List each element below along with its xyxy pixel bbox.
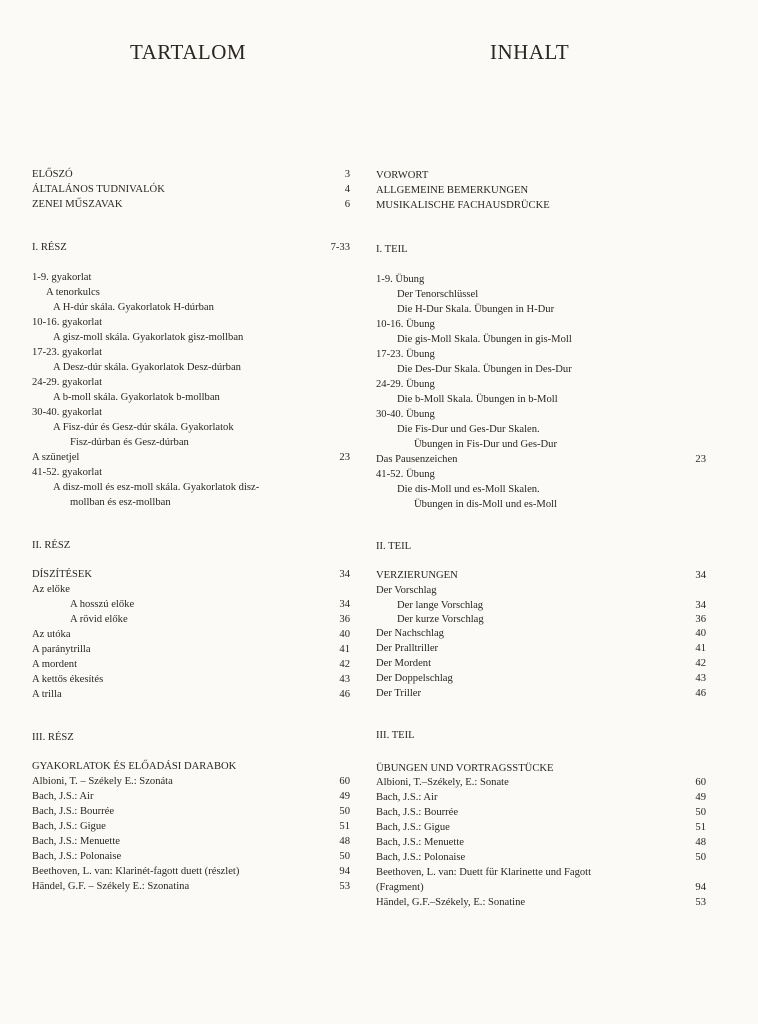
toc-entry	[32, 182, 350, 197]
toc-entry	[32, 375, 350, 390]
toc-entry-title: II. RÉSZ	[32, 540, 71, 551]
toc-entry	[32, 390, 350, 405]
toc-entry-title: 1-9. Übung	[376, 274, 425, 285]
toc-entry-title: 30-40. gyakorlat	[32, 407, 103, 418]
toc-entry	[376, 407, 706, 422]
toc-entry	[32, 345, 350, 360]
toc-entry-title: ÁLTALÁNOS TUDNIVALÓK	[32, 184, 165, 195]
toc-entry-title: A b-moll skála. Gyakorlatok b-mollban	[53, 392, 220, 403]
toc-entry-title: Beethoven, L. van: Duett für Klarinette und Fagott	[376, 867, 592, 878]
toc-entry-page: 53	[339, 881, 350, 892]
toc-entry-title: 24-29. gyakorlat	[32, 377, 103, 388]
toc-entry	[376, 895, 706, 910]
toc-entry	[32, 657, 350, 672]
toc-entry-title: A Fisz-dúr és Gesz-dúr skála. Gyakorlatok	[53, 422, 234, 433]
toc-entry	[376, 880, 706, 895]
toc-entry-title: II. TEIL	[376, 541, 412, 552]
toc-entry-title: VORWORT	[376, 170, 429, 181]
toc-entry	[376, 497, 706, 512]
toc-entry-page: 40	[339, 629, 350, 640]
toc-entry	[376, 865, 706, 880]
toc-entry	[32, 240, 350, 255]
toc-entry	[32, 285, 350, 300]
toc-entry	[376, 362, 706, 377]
toc-entry-title: 17-23. gyakorlat	[32, 347, 103, 358]
toc-entry-title: Händel, G.F. – Székely E.: Szonatina	[32, 881, 190, 892]
toc-entry-page: 48	[695, 837, 706, 848]
toc-entry-page: 46	[695, 688, 706, 699]
toc-entry-title: Bach, J.S.: Polonaise	[32, 851, 122, 862]
toc-entry-page: 51	[339, 821, 350, 832]
toc-entry-title: (Fragment)	[376, 882, 424, 893]
toc-entry	[32, 582, 350, 597]
toc-entry-title: Übungen in dis-Moll und es-Moll	[414, 499, 558, 510]
toc-entry	[32, 849, 350, 864]
toc-entry	[376, 539, 706, 554]
toc-entry	[376, 641, 706, 656]
toc-entry-title: Der lange Vorschlag	[397, 600, 484, 611]
toc-entry	[376, 612, 706, 627]
toc-entry	[32, 480, 350, 495]
toc-entry-page: 94	[695, 882, 706, 893]
toc-entry-page: 43	[339, 674, 350, 685]
toc-entry	[32, 538, 350, 553]
toc-entry-title: Händel, G.F.–Székely, E.: Sonatine	[376, 897, 526, 908]
toc-entry-title: Bach, J.S.: Air	[376, 792, 438, 803]
toc-entry-title: Der Vorschlag	[376, 585, 437, 596]
toc-entry-page: 34	[695, 600, 706, 611]
toc-entry-title: 41-52. Übung	[376, 469, 435, 480]
toc-entry	[376, 242, 706, 257]
toc-entry-title: Az utóka	[32, 629, 71, 640]
toc-entry-title: 10-16. gyakorlat	[32, 317, 103, 328]
toc-entry	[376, 775, 706, 790]
toc-entry-title: Der Mordent	[376, 658, 432, 669]
toc-entry-page: 94	[339, 866, 350, 877]
toc-entry	[376, 272, 706, 287]
toc-entry-title: MUSIKALISCHE FACHAUSDRÜCKE	[376, 200, 550, 211]
toc-entry-title: A kettős ékesítés	[32, 674, 104, 685]
toc-entry-title: Der Doppelschlag	[376, 673, 453, 684]
toc-entry-title: 24-29. Übung	[376, 379, 435, 390]
toc-entry-title: Albioni, T. – Székely E.: Szonáta	[32, 776, 173, 787]
toc-entry-title: Der Pralltriller	[376, 643, 439, 654]
toc-entry-title: Bach, J.S.: Air	[32, 791, 94, 802]
toc-entry-title: III. TEIL	[376, 730, 415, 741]
toc-entry-page: 42	[695, 658, 706, 669]
toc-entry	[376, 583, 706, 598]
toc-entry-title: DÍSZÍTÉSEK	[32, 569, 93, 580]
toc-entry-title: ZENEI MŰSZAVAK	[32, 199, 123, 210]
toc-entry-title: Die Des-Dur Skala. Übungen in Des-Dur	[397, 364, 572, 375]
toc-entry	[376, 671, 706, 686]
toc-entry-title: 41-52. gyakorlat	[32, 467, 103, 478]
toc-entry-title: A gisz-moll skála. Gyakorlatok gisz-mollban	[53, 332, 244, 343]
toc-entry-title: A mordent	[32, 659, 78, 670]
toc-entry	[376, 317, 706, 332]
toc-entry-page: 7-33	[330, 242, 350, 253]
toc-entry	[32, 627, 350, 642]
toc-entry-page: 48	[339, 836, 350, 847]
toc-entry	[376, 598, 706, 613]
toc-entry-title: A H-dúr skála. Gyakorlatok H-dúrban	[53, 302, 214, 313]
toc-entry	[32, 315, 350, 330]
toc-entry-title: A szünetjel	[32, 452, 80, 463]
toc-entry-title: Übungen in Fis-Dur und Ges-Dur	[414, 439, 558, 450]
toc-entry-title: A Desz-dúr skála. Gyakorlatok Desz-dúrban	[53, 362, 241, 373]
toc-entry	[376, 347, 706, 362]
toc-entry-page: 6	[344, 199, 350, 210]
toc-entry-title: A trilla	[32, 689, 62, 700]
toc-entry	[32, 300, 350, 315]
toc-entry-page: 60	[695, 777, 706, 788]
toc-entry-page: 23	[339, 452, 350, 463]
toc-entry	[32, 405, 350, 420]
toc-entry	[376, 835, 706, 850]
toc-entry-title: Az előke	[32, 584, 70, 595]
toc-entry	[32, 167, 350, 182]
toc-entry-title: Der Nachschlag	[376, 628, 444, 639]
toc-entry	[32, 270, 350, 285]
toc-entry	[376, 568, 706, 583]
toc-entry-page: 50	[695, 852, 706, 863]
toc-entry-page: 41	[339, 644, 350, 655]
toc-entry-title: ELŐSZÓ	[32, 169, 73, 180]
toc-entry-title: ÜBUNGEN UND VORTRAGSSTÜCKE	[376, 763, 554, 774]
toc-entry-title: Bach, J.S.: Polonaise	[376, 852, 466, 863]
toc-entry-title: A hosszú előke	[70, 599, 135, 610]
toc-entry	[32, 197, 350, 212]
toc-entry	[376, 467, 706, 482]
toc-entry	[32, 435, 350, 450]
toc-entry	[32, 759, 350, 774]
toc-entry	[32, 597, 350, 612]
page-title-tartalom: TARTALOM	[130, 40, 247, 64]
toc-entry-title: 30-40. Übung	[376, 409, 435, 420]
page-title-inhalt: INHALT	[490, 40, 570, 64]
toc-entry	[32, 642, 350, 657]
toc-entry	[376, 686, 706, 701]
toc-entry	[376, 728, 706, 743]
toc-entry-title: Der kurze Vorschlag	[397, 614, 484, 625]
toc-entry	[376, 626, 706, 641]
toc-entry-title: Der Tenorschlüssel	[397, 289, 479, 300]
toc-entry	[32, 774, 350, 789]
toc-entry-title: Albioni, T.–Székely, E.: Sonate	[376, 777, 509, 788]
toc-entry-title: Bach, J.S.: Gigue	[32, 821, 106, 832]
toc-entry-title: VERZIERUNGEN	[376, 570, 458, 581]
toc-entry	[376, 820, 706, 835]
toc-entry-title: mollban és esz-mollban	[70, 497, 171, 508]
toc-entry-title: A paránytrilla	[32, 644, 91, 655]
toc-entry	[32, 804, 350, 819]
toc-entry-title: 1-9. gyakorlat	[32, 272, 92, 283]
toc-entry-page: 3	[344, 169, 350, 180]
toc-entry	[32, 567, 350, 582]
toc-entry-page: 49	[339, 791, 350, 802]
toc-entry-title: 17-23. Übung	[376, 349, 435, 360]
toc-entry	[32, 450, 350, 465]
toc-entry-title: A disz-moll és esz-moll skála. Gyakorlatok disz-	[53, 482, 260, 493]
toc-entry-title: Das Pausenzeichen	[376, 454, 458, 465]
toc-entry	[32, 819, 350, 834]
toc-entry	[32, 495, 350, 510]
toc-entry-page: 50	[695, 807, 706, 818]
toc-entry	[376, 422, 706, 437]
toc-entry-page: 51	[695, 822, 706, 833]
toc-entry-page: 34	[339, 599, 350, 610]
toc-entry-title: Die b-Moll Skala. Übungen in b-Moll	[397, 394, 558, 405]
toc-entry-title: I. RÉSZ	[32, 242, 67, 253]
toc-entry	[376, 656, 706, 671]
toc-entry-title: ALLGEMEINE BEMERKUNGEN	[376, 185, 529, 196]
toc-entry	[32, 612, 350, 627]
toc-entry	[376, 850, 706, 865]
toc-entry-title: Bach, J.S.: Menuette	[32, 836, 120, 847]
toc-entry	[32, 687, 350, 702]
toc-entry-page: 53	[695, 897, 706, 908]
toc-entry-page: 36	[695, 614, 706, 625]
toc-entry-page: 46	[339, 689, 350, 700]
toc-entry	[376, 437, 706, 452]
toc-entry-page: 34	[339, 569, 350, 580]
toc-entry	[32, 789, 350, 804]
toc-entry-title: I. TEIL	[376, 244, 408, 255]
toc-entry	[32, 360, 350, 375]
toc-entry-title: A rövid előke	[70, 614, 128, 625]
toc-entry	[376, 761, 706, 776]
toc-entry-title: Die Fis-Dur und Ges-Dur Skalen.	[397, 424, 540, 435]
toc-entry	[376, 198, 706, 213]
toc-entry-page: 49	[695, 792, 706, 803]
toc-entry-title: Die dis-Moll und es-Moll Skalen.	[397, 484, 540, 495]
toc-entry-title: 10-16. Übung	[376, 319, 435, 330]
toc-entry-page: 50	[339, 851, 350, 862]
toc-entry	[32, 330, 350, 345]
toc-entry	[32, 879, 350, 894]
toc-entry-page: 41	[695, 643, 706, 654]
toc-entry-title: Beethoven, L. van: Klarinét-fagott duett (részlet)	[32, 866, 240, 877]
toc-entry	[376, 332, 706, 347]
toc-entry-title: Bach, J.S.: Gigue	[376, 822, 450, 833]
toc-entry	[376, 183, 706, 198]
toc-entry-page: 36	[339, 614, 350, 625]
toc-entry	[376, 805, 706, 820]
toc-entry	[376, 482, 706, 497]
toc-entry-title: Bach, J.S.: Bourrée	[32, 806, 115, 817]
toc-entry-title: Bach, J.S.: Bourrée	[376, 807, 459, 818]
toc-entry	[32, 864, 350, 879]
toc-entry	[376, 392, 706, 407]
toc-entry	[376, 287, 706, 302]
toc-entry-page: 4	[344, 184, 350, 195]
toc-entry	[32, 672, 350, 687]
toc-entry-page: 34	[695, 570, 706, 581]
toc-entry-title: Die H-Dur Skala. Übungen in H-Dur	[397, 304, 555, 315]
toc-entry	[32, 465, 350, 480]
toc-entry	[32, 834, 350, 849]
toc-entry	[32, 730, 350, 745]
toc-entry	[376, 168, 706, 183]
toc-entry-title: Fisz-dúrban és Gesz-dúrban	[70, 437, 189, 448]
toc-entry-title: Der Triller	[376, 688, 422, 699]
toc-entry	[376, 377, 706, 392]
toc-entry	[32, 420, 350, 435]
toc-entry-page: 42	[339, 659, 350, 670]
toc-entry-title: III. RÉSZ	[32, 732, 74, 743]
toc-entry	[376, 452, 706, 467]
toc-entry	[376, 302, 706, 317]
toc-entry-page: 43	[695, 673, 706, 684]
toc-entry-title: Bach, J.S.: Menuette	[376, 837, 464, 848]
toc-entry	[376, 790, 706, 805]
toc-entry-title: Die gis-Moll Skala. Übungen in gis-Moll	[397, 334, 572, 345]
toc-entry-page: 40	[695, 628, 706, 639]
toc-entry-page: 23	[695, 454, 706, 465]
toc-entry-title: GYAKORLATOK ÉS ELŐADÁSI DARABOK	[32, 761, 237, 772]
toc-entry-page: 60	[339, 776, 350, 787]
toc-entry-page: 50	[339, 806, 350, 817]
toc-entry-title: A tenorkulcs	[46, 287, 100, 298]
